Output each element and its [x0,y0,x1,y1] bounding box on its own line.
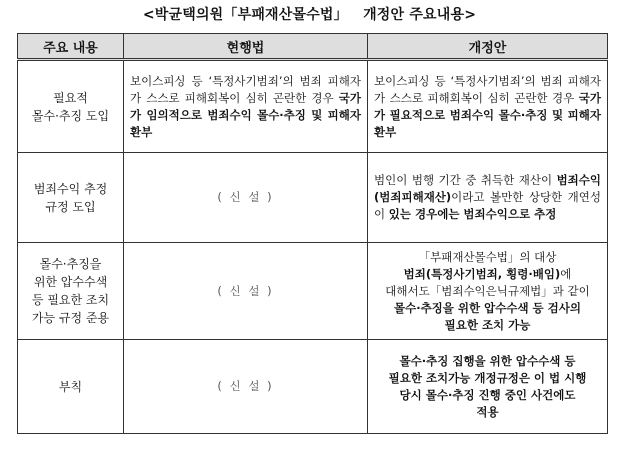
header-current-law: 현행법 [124,34,368,60]
amendment-text: 범인이 범행 기간 중 취득한 재산이 [374,173,557,187]
amendment-line: 대해서도「범죄수익은닉규제법」과 같이 [385,283,590,298]
header-main-content: 주요 내용 [18,34,124,60]
current-law-cell [124,60,368,153]
row-label-line: 가능 규정 준용 [31,311,110,325]
current-bold-text: 국가가 임의적으로 범죄수익 몰수·추징 및 피해자 환부 [130,90,361,139]
row-label [18,153,124,243]
row-label [18,340,124,434]
amendment-line: 「부패재산몰수법」의 대상 [418,249,557,264]
amendment-cell [368,60,608,153]
amendment-cell [368,340,608,434]
row-label [18,243,124,340]
table-row [18,153,608,243]
row-label-line: 필요적 [53,90,88,105]
amendment-line: 당시 몰수·추징 진행 중인 사건에도 [399,387,576,402]
amendment-text: 에 [560,266,572,281]
comparison-table [17,33,608,434]
amendment-line: 필요한 조치 가능 [444,317,531,332]
row-label-line: 규정 도입 [45,199,96,214]
amendment-line: 적용 [476,404,499,419]
amendment-line [374,266,601,283]
amendment-bold-text: 국가가 필요적으로 범죄수익 몰수·추징 및 피해자 환부 [374,90,601,139]
amendment-line: 몰수·추징을 위한 압수수색 등 검사의 [393,300,582,315]
table-row [18,340,608,434]
table-row [18,60,608,153]
header-amendment: 개정안 [368,34,608,60]
table-header-row [18,34,608,60]
row-label-line: 몰수·추징 도입 [31,108,110,123]
amendment-bold-text: 범죄수익(범죄피해재산) [374,173,601,204]
document-title: <박균택의원「부패재산몰수법」 개정안 주요내용> [142,7,477,23]
amendment-text: 보이스피싱 등 ‘특정사기범죄’의 범죄 피해자가 스스로 피해회복이 심히 곤란한 경우 [374,73,601,105]
amendment-text: 이라고 볼만한 상당한 개연성이 [374,190,601,221]
amendment-cell [368,153,608,243]
amendment-bold-text: 범죄(특정사기범죄, 횡령·배임) [403,266,561,281]
row-label-line: 위한 압수수색 [33,275,108,289]
table-row [18,243,608,340]
row-label-line: 범죄수익 추정 [33,181,108,196]
current-law-cell: ( 신 설 ) [124,243,368,340]
row-label-line: 몰수·추징을 [39,257,102,271]
row-label [18,60,124,153]
amendment-cell [368,243,608,340]
current-law-cell: ( 신 설 ) [124,340,368,434]
current-law-cell: ( 신 설 ) [124,153,368,243]
amendment-bold-text: 있는 경우에는 범죄수익으로 추정 [388,207,557,221]
row-label-line: 부칙 [58,379,83,394]
amendment-line: 몰수·추징 집행을 위한 압수수색 등 [399,353,576,368]
current-text: 보이스피싱 등 ‘특정사기범죄’의 범죄 피해자가 스스로 피해회복이 심히 곤란한 경우 [130,73,361,105]
row-label-line: 등 필요한 조치 [31,293,110,307]
amendment-line: 필요한 조치가능 개정규정은 이 법 시행 [388,370,587,385]
